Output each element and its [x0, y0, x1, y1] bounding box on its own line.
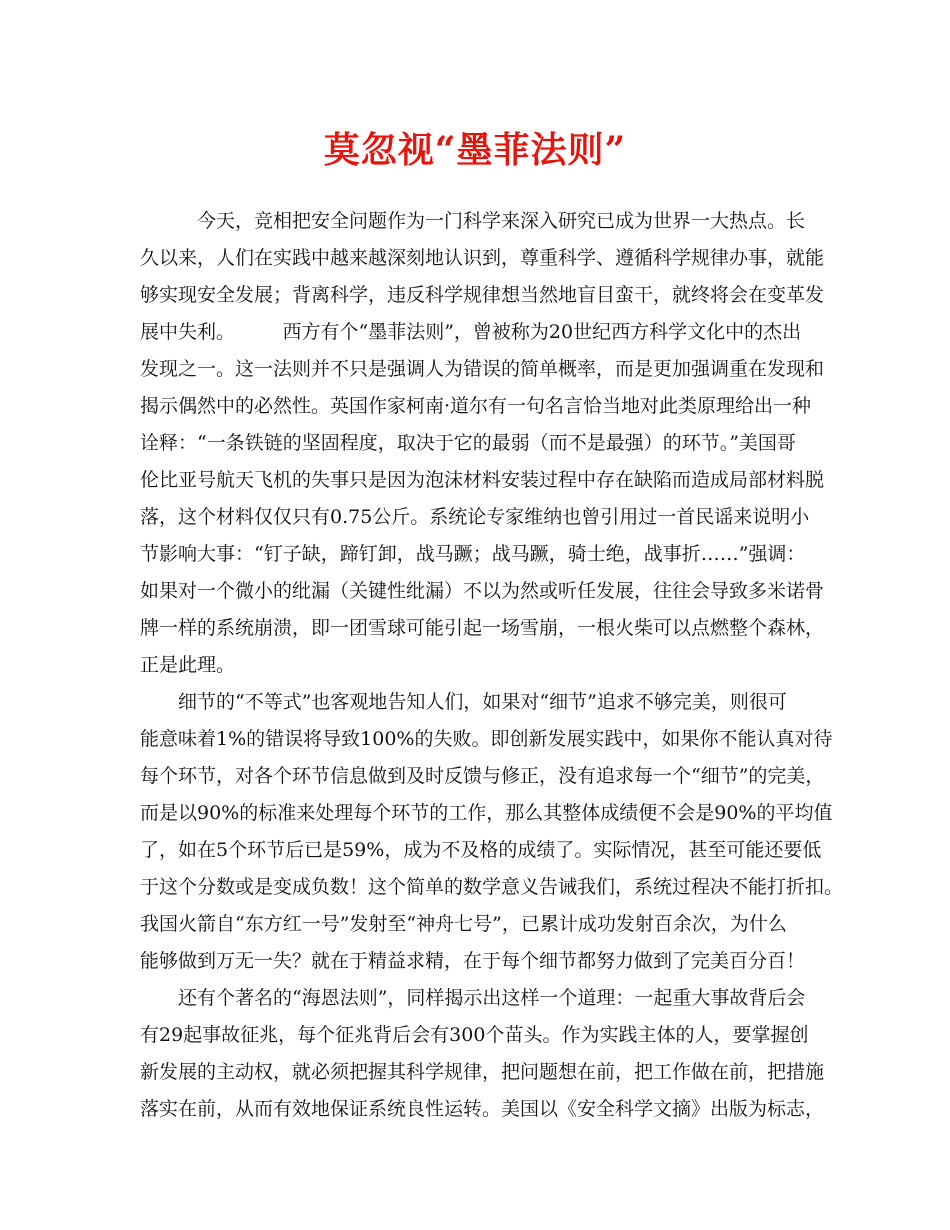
body-line: 牌一样的系统崩溃，即一团雪球可能引起一场雪崩，一根火柴可以点燃整个森林，: [140, 617, 825, 639]
body-line: 每个环节，对各个环节信息做到及时反馈与修正，没有追求每一个“细节”的完美，: [140, 765, 825, 787]
body-line: 落实在前，从而有效地保证系统良性运转。美国以《安全科学文摘》出版为标志，: [140, 1098, 825, 1120]
body-line: 够实现安全发展；背离科学，违反科学规律想当然地盲目蛮干，就终将会在变革发: [140, 284, 825, 306]
body-line: 我国火箭自“东方红一号”发射至“神舟七号”，已累计成功发射百余次，为什么: [140, 913, 787, 935]
document-body: [140, 203, 844, 1128]
body-line: 发现之一。这一法则并不只是强调人为错误的简单概率，而是更加强调重在发现和: [140, 358, 825, 380]
body-line: 能够做到万无一失？就在于精益求精，在于每个细节都努力做到了完美百分百！: [140, 950, 806, 972]
body-line: 细节的“不等式”也客观地告知人们，如果对“细节”追求不够完美，则很可: [140, 691, 787, 713]
body-line: 落，这个材料仅仅只有0.75公斤。系统论专家维纳也曾引用过一首民谣来说明小: [140, 506, 810, 528]
body-line: 新发展的主动权，就必须把握其科学规律，把问题想在前，把工作做在前，把措施: [140, 1061, 825, 1083]
body-line: 展中失利。 西方有个“墨菲法则”，曾被称为20世纪西方科学文化中的杰出: [140, 321, 802, 343]
document-title: 莫忽视“墨菲法则”: [323, 129, 627, 171]
body-line: 还有个著名的“海恩法则”，同样揭示出这样一个道理：一起重大事故背后会: [140, 987, 806, 1009]
body-line: 伦比亚号航天飞机的失事只是因为泡沫材料安装过程中存在缺陷而造成局部材料脱: [140, 469, 825, 491]
body-line: 节影响大事：“钉子缺，蹄钉卸，战马蹶；战马蹶，骑士绝，战事折……”强调：: [140, 543, 806, 565]
body-line: 今天，竞相把安全问题作为一门科学来深入研究已成为世界一大热点。长: [140, 210, 806, 232]
body-line: 正是此理。: [140, 654, 236, 676]
body-line: 而是以90%的标准来处理每个环节的工作，那么其整体成绩便不会是90%的平均值: [140, 802, 833, 824]
body-line: 如果对一个微小的纰漏（关键性纰漏）不以为然或听任发展，往往会导致多米诺骨: [140, 580, 825, 602]
body-line: 诠释：“一条铁链的坚固程度，取决于它的最弱（而不是最强）的环节。”美国哥: [140, 432, 796, 454]
body-line: 有29起事故征兆，每个征兆背后会有300个苗头。作为实践主体的人，要掌握创: [140, 1024, 809, 1046]
body-line: 于这个分数或是变成负数！这个简单的数学意义告诫我们，系统过程决不能打折扣。: [140, 876, 844, 898]
body-line: 揭示偶然中的必然性。英国作家柯南·道尔有一句名言恰当地对此类原理给出一种: [140, 395, 812, 417]
body-line: 了，如在5个环节后已是59%，成为不及格的成绩了。实际情况，甚至可能还要低: [140, 839, 822, 861]
body-line: 久以来，人们在实践中越来越深刻地认识到，尊重科学、遵循科学规律办事，就能: [140, 247, 825, 269]
body-line: 能意味着1%的错误将导致100%的失败。即创新发展实践中，如果你不能认真对待: [140, 728, 833, 750]
